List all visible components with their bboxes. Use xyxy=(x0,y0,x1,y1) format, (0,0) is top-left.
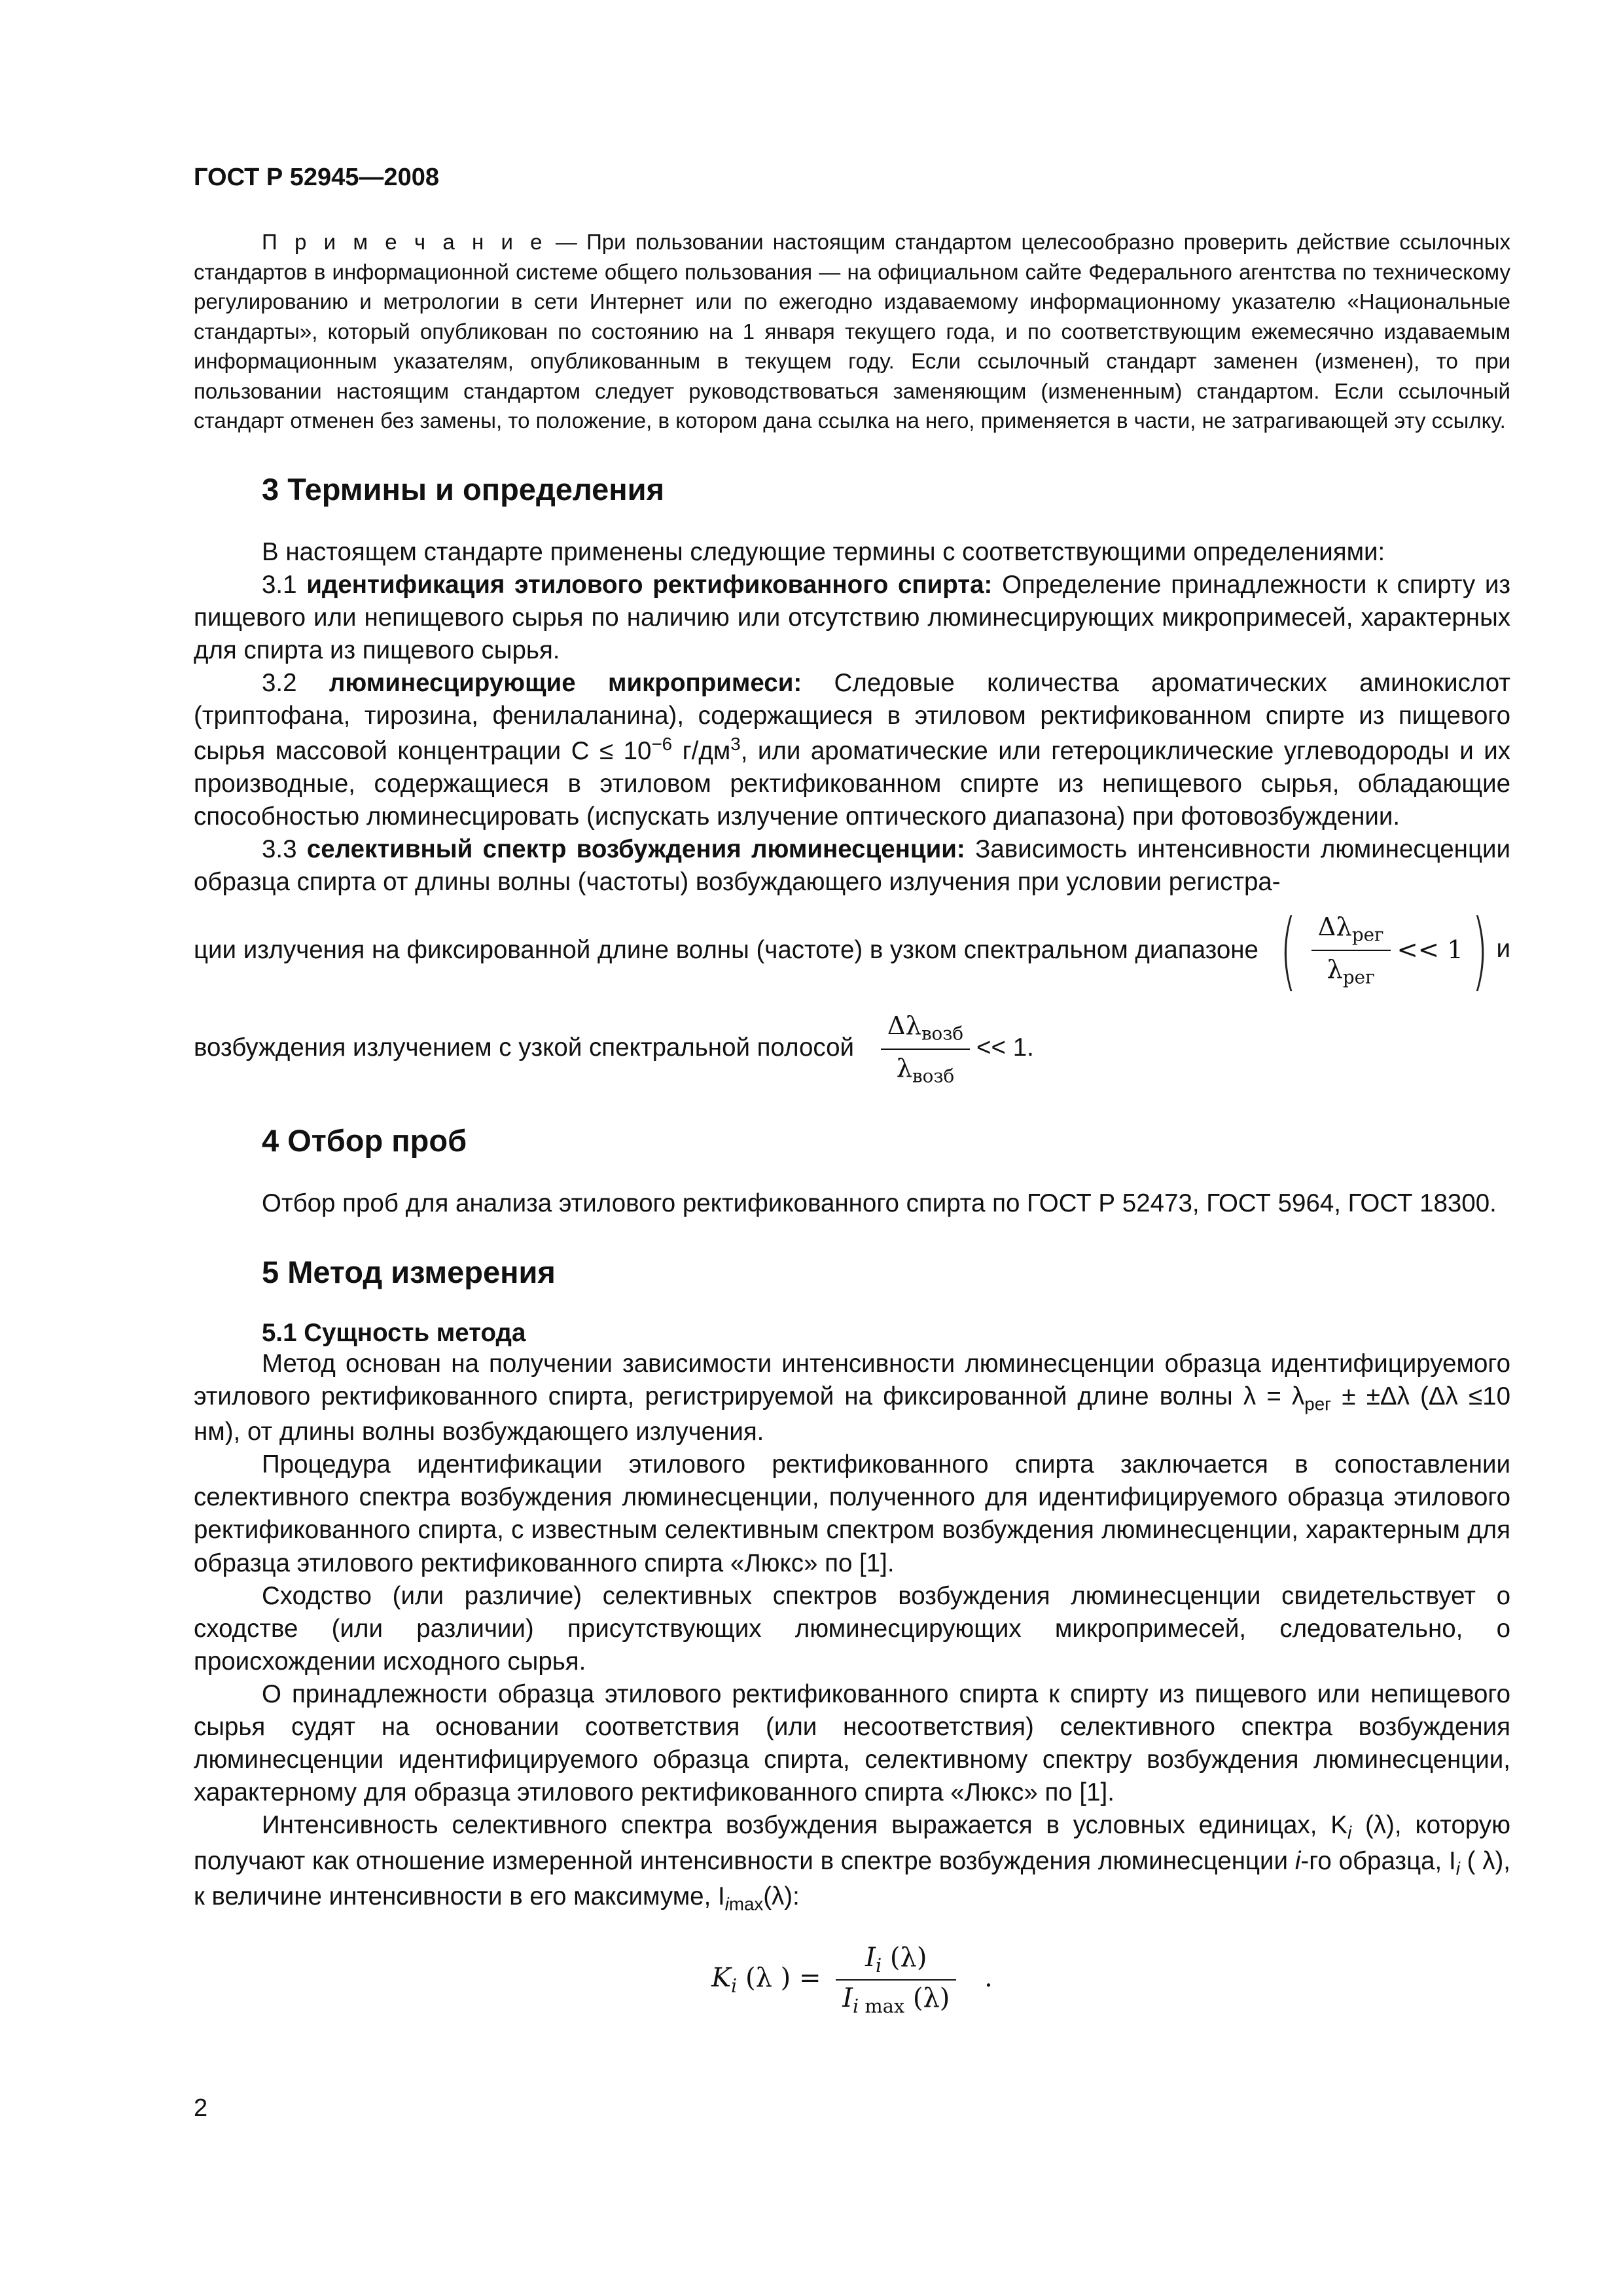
page-number: 2 xyxy=(194,2094,208,2122)
section-3-body xyxy=(194,536,1510,1088)
method-paragraph-3: Сходство (или различие) селективных спектров возбуждения люминесценции свидетельствует о сходстве (или различии) присутствующих люминесцирующих микропримесей, следовательно, о происхождении исходного сырья. xyxy=(194,1581,1510,1676)
term-3-3-term: селективный спектр возбуждения люминесценции: xyxy=(306,834,965,863)
document-header: ГОСТ Р 52945—2008 xyxy=(194,164,439,191)
term-3-2 xyxy=(194,667,1510,833)
formula-fraction xyxy=(836,1943,956,2017)
section-3-title: 3 Термины и определения xyxy=(262,471,664,507)
reg-subscript: рег xyxy=(1342,966,1375,988)
section-4 xyxy=(194,1122,1510,1220)
term-3-2-exponent: −6 xyxy=(651,734,673,754)
term-3-3-line-3: возбуждения излучением с узкой спектральной полосой xyxy=(194,1033,855,1062)
term-3-1-definition: Определение принадлежности к спирту из пищевого или непищевого сырья по наличию или отсутствию люминесцирующих микропримесей, характерных для спирта из пищевого сырья. xyxy=(194,570,1511,664)
section-5 xyxy=(194,1254,1510,2017)
paragraph-5-text-c: -го образца, I xyxy=(1300,1846,1456,1875)
normalization-formula xyxy=(194,1943,1510,2017)
section-5-title: 5 Метод измерения xyxy=(262,1254,556,1289)
term-3-3-line-2: ции излучения на фиксированной длине волны (частоте) в узком спектральном диапазоне xyxy=(194,936,1258,965)
term-3-2-term: люминесцирующие микропримеси: xyxy=(329,668,802,697)
section-5-body xyxy=(194,1348,1510,1916)
term-3-2-definition-a: Следовые количества ароматических аминокислот (триптофана, тирозина, фенилаланина), содержащиеся в этиловом ректификованном спирте из пищевого сырья массовой концентрации C ≤ 10 xyxy=(194,668,1510,765)
term-3-1 xyxy=(194,569,1510,667)
registration-denominator xyxy=(1311,951,1391,990)
intensity-i: I xyxy=(842,1983,853,2014)
max-subscript: max xyxy=(728,1894,764,1914)
term-3-2-definition-b: , или ароматические или гетероциклические углеводороды и их производные, содержащиеся в этиловом ректификованном спирте из непищевого сырья, обладающие способностью люминесцировать (испускать излучение оптического диапазона) при фотовозбуждении. xyxy=(194,736,1510,831)
registration-ratio-line xyxy=(194,901,1510,1001)
method-paragraph-1 xyxy=(194,1348,1510,1449)
right-parenthesis: ) xyxy=(1471,901,1488,1001)
reference-note xyxy=(194,227,1510,436)
index-i: i xyxy=(875,1954,882,1977)
denominator-argument: (λ) xyxy=(904,1983,950,2014)
intensity-i: I xyxy=(865,1943,876,1973)
formula-lhs-argument: (λ ) = xyxy=(737,1963,821,1994)
paragraph-5-text-e: (λ): xyxy=(763,1882,800,1911)
excitation-denominator xyxy=(881,1050,970,1088)
index-i: i xyxy=(1294,1846,1301,1875)
term-3-2-unit-exponent: 3 xyxy=(730,734,741,754)
formula-denominator xyxy=(836,1981,956,2017)
registration-fraction xyxy=(1311,911,1391,989)
registration-numerator xyxy=(1311,911,1391,951)
registration-inequality: << 1 xyxy=(1397,935,1463,965)
formula-numerator xyxy=(836,1943,956,1981)
note-text: — При пользовании настоящим стандартом целесообразно проверить действие ссылочных стандартов в информационной системе общего пользования — на официальном сайте Федерального агентства по техническому регулированию и метрологии в сети Интернет или по ежегодно издаваемому информационному указателю «Национальные стандарты», который опубликован по состоянию на 1 января текущего года, и по соответствующим ежемесячно издаваемым информационным указателям, опубликованным в текущем году. Если ссылочный стандарт заменен (изменен), то при пользовании настоящим стандартом следует руководствоваться заменяющим (измененным) стандартом. Если ссылочный стандарт отменен без замены, то положение, в котором дана ссылка на него, применяется в части, не затрагивающей эту ссылку. xyxy=(194,230,1510,433)
term-3-1-term: идентификация этилового ректификованного спирта: xyxy=(306,570,993,599)
lambda: λ xyxy=(896,1053,913,1083)
voz-subscript: возб xyxy=(912,1065,955,1087)
document-page xyxy=(194,164,1510,2017)
section-3-intro: В настоящем стандарте применены следующие термины с соответствующими определениями: xyxy=(262,537,1385,566)
lambda: λ xyxy=(1327,955,1343,985)
term-3-1-number: 3.1 xyxy=(262,570,307,599)
section-3 xyxy=(194,471,1510,1088)
note-label: П р и м е ч а н и е xyxy=(262,230,546,254)
excitation-numerator xyxy=(881,1010,970,1050)
index-i: i xyxy=(1455,1858,1460,1879)
delta-lambda: Δλ xyxy=(887,1011,921,1041)
voz-subscript: возб xyxy=(921,1022,964,1045)
term-3-3-definition: Зависимость интенсивности люминесценции образца спирта от длины волны (частоты) возбуждающего излучения при условии регистра- xyxy=(194,834,1511,897)
formula-k: K xyxy=(711,1963,732,1994)
excitation-inequality: << 1. xyxy=(976,1033,1034,1062)
excitation-fraction xyxy=(881,1010,970,1088)
registration-condition xyxy=(1272,901,1510,1001)
paragraph-5-text-a: Интенсивность селективного спектра возбуждения выражается в условных единицах, K xyxy=(262,1810,1347,1839)
index-i: i xyxy=(724,1894,729,1914)
index-i: i xyxy=(853,1995,859,2018)
numerator-argument: (λ) xyxy=(882,1943,927,1973)
method-paragraph-2: Процедура идентификации этилового ректификованного спирта заключается в сопоставлении селективного спектра возбуждения люминесценции, полученного для идентифицируемого образца этилового ректификованного спирта, с известным селективным спектром возбуждения люминесценции, характерным для образца этилового ректификованного спирта «Люкс» по [1]. xyxy=(194,1450,1510,1577)
formula-period: . xyxy=(984,1963,993,1994)
term-3-2-number: 3.2 xyxy=(262,668,329,697)
reg-subscript: рег xyxy=(1304,1393,1332,1414)
index-i: i xyxy=(731,1975,738,1998)
section-4-title: 4 Отбор проб xyxy=(262,1122,467,1158)
left-parenthesis: ( xyxy=(1279,901,1296,1001)
paragraph-5-text-d: ( λ), к величине интенсивности в его максимуме, I xyxy=(194,1846,1510,1911)
conjunction-and: и xyxy=(1496,935,1510,963)
term-3-2-unit: г/дм xyxy=(672,736,731,765)
max-subscript: max xyxy=(859,1995,905,2018)
subsection-5-1-title: 5.1 Сущность метода xyxy=(262,1318,526,1347)
index-i: i xyxy=(1347,1822,1352,1843)
section-4-text: Отбор проб для анализа этилового ректификованного спирта по ГОСТ Р 52473, ГОСТ 5964, ГОСТ 18300. xyxy=(262,1189,1497,1217)
method-paragraph-4: О принадлежности образца этилового ректификованного спирта к спирту из пищевого или непищевого сырья судят на основании соответствия (или несоответствия) селективного спектра возбуждения люминесценции идентифицируемого образца спирта, селективному спектру возбуждения люминесценции, характерному для образца этилового ректификованного спирта «Люкс» по [1]. xyxy=(194,1679,1510,1806)
method-paragraph-5 xyxy=(194,1809,1510,1916)
paragraph-1-text-b: ± ±Δλ (Δλ ≤10 нм), от длины волны возбуждающего излучения. xyxy=(194,1382,1510,1446)
reg-subscript: рег xyxy=(1351,924,1384,946)
term-3-3-number: 3.3 xyxy=(262,834,307,863)
paragraph-1-text-a: Метод основан на получении зависимости интенсивности люминесценции образца идентифицируемого этилового ректификованного спирта, регистрируемой на фиксированной длине волны λ = λ xyxy=(194,1349,1510,1410)
excitation-ratio-line xyxy=(194,1010,1510,1088)
term-3-3 xyxy=(194,833,1510,899)
paragraph-5-text-b: (λ), которую получают как отношение измеренной интенсивности в спектре возбуждения люминесценции xyxy=(194,1810,1510,1875)
registration-parenthesis xyxy=(1272,901,1497,1001)
delta-lambda: Δλ xyxy=(1317,912,1352,942)
